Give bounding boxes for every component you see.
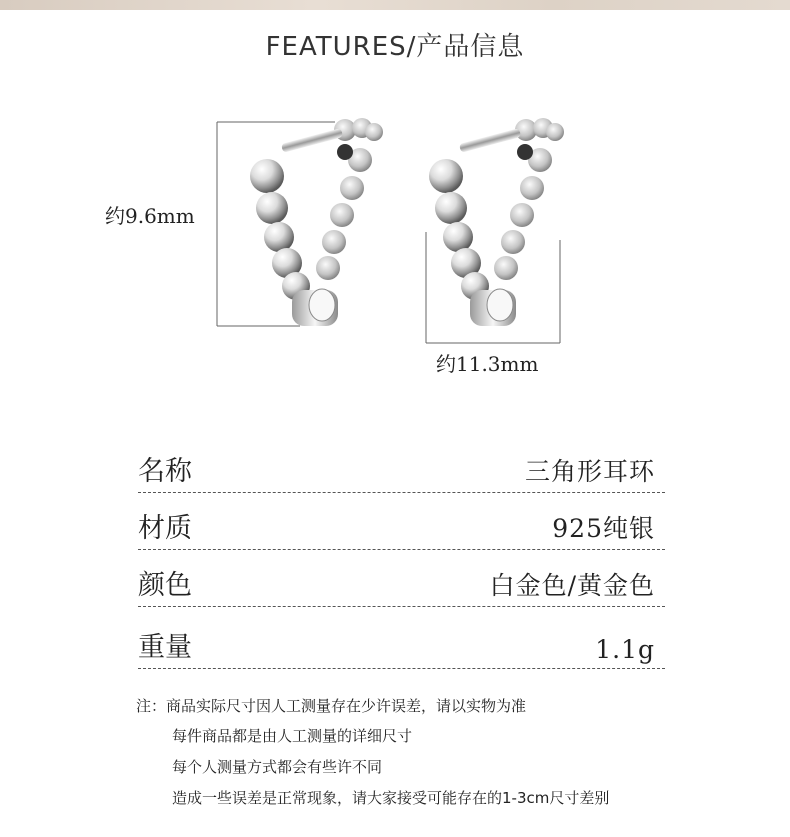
note-line-2: 每件商品都是由人工测量的详细尺寸: [172, 727, 413, 745]
note-line-4: 造成一些误差是正常现象，请大家接受可能存在的1-3cm尺寸差别: [172, 789, 610, 807]
width-dimension-label: 约11.3mm: [436, 352, 539, 376]
spec-row-weight: [138, 628, 665, 669]
spec-row-name: [138, 452, 665, 493]
spec-row-color: [138, 566, 665, 607]
earring-right: [429, 118, 564, 326]
spec-label: 重量: [138, 632, 192, 663]
earring-left: [250, 118, 383, 326]
spec-label: 材质: [138, 513, 192, 544]
spec-value: 白金色/黄金色: [489, 571, 655, 600]
width-dimension-lines: [426, 232, 560, 343]
spec-row-material: [138, 509, 665, 550]
spec-value: 三角形耳环: [524, 457, 655, 486]
height-dimension-label: 约9.6mm: [105, 204, 195, 228]
spec-value: 1.1g: [595, 635, 655, 664]
earring-product-image: [0, 100, 790, 380]
note-line-1: 注：商品实际尺寸因人工测量存在少许误差，请以实物为准: [136, 697, 527, 715]
spec-label: 名称: [138, 456, 192, 487]
note-line-3: 每个人测量方式都会有些许不同: [172, 758, 383, 776]
top-banner-strip: [0, 0, 790, 10]
spec-value: 925纯银: [552, 514, 655, 543]
page-title: FEATURES/产品信息: [265, 32, 525, 62]
spec-label: 颜色: [138, 570, 192, 601]
